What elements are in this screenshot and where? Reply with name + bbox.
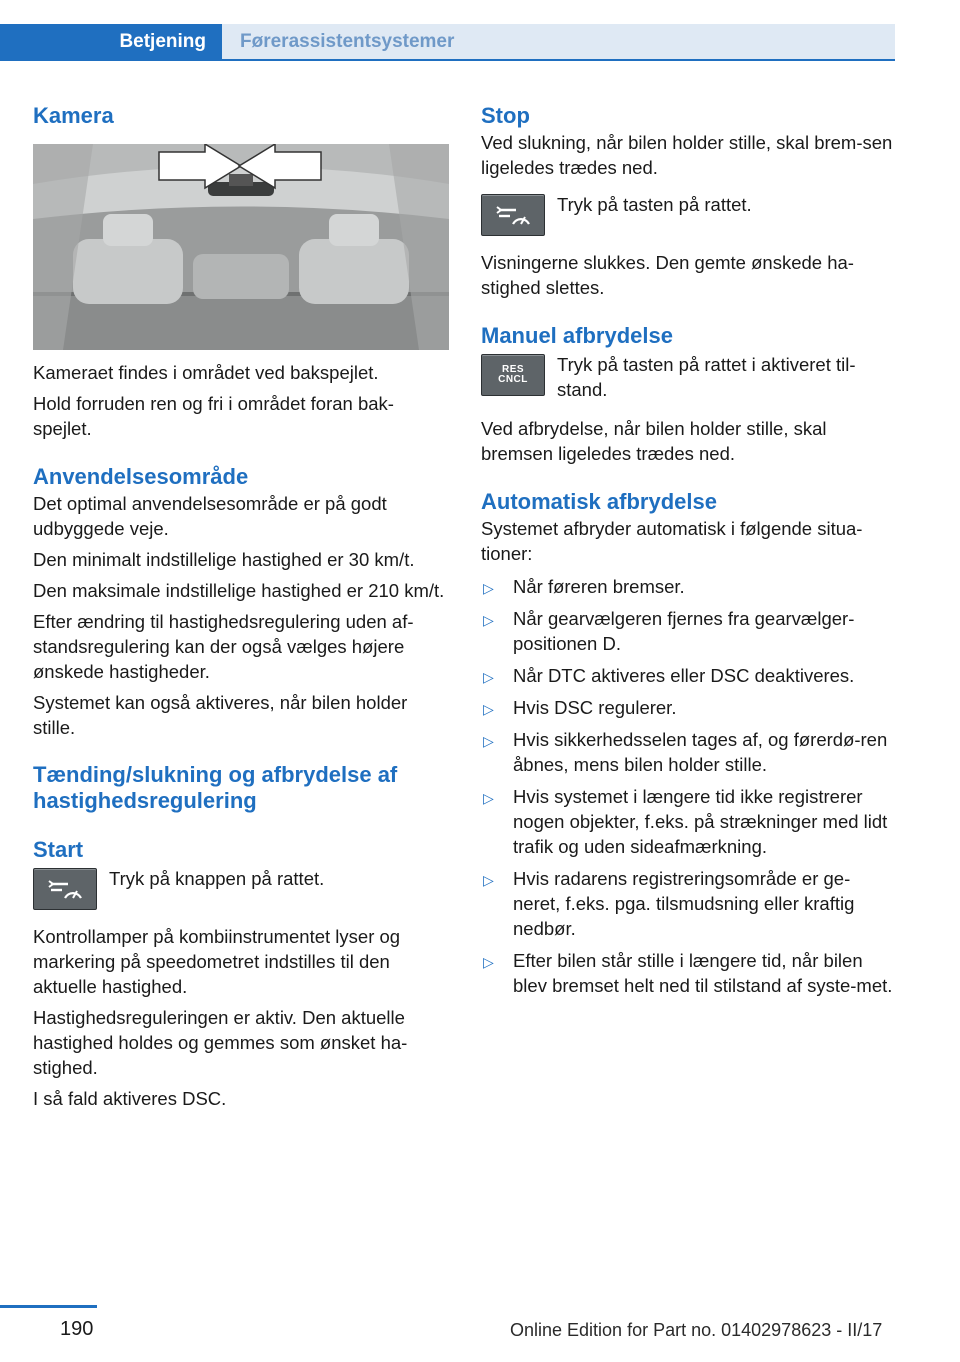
anv-paragraph-1: Det optimal anvendelsesområde er på godt udbyggede veje.	[33, 493, 387, 539]
list-item: ▷ Når DTC aktiveres eller DSC deaktiveres.	[481, 663, 893, 688]
triangle-bullet-icon: ▷	[483, 580, 494, 596]
triangle-bullet-icon: ▷	[483, 872, 494, 888]
footer-rule	[0, 1305, 97, 1308]
page-header	[0, 0, 895, 60]
stop-paragraph-1: Ved slukning, når bilen holder stille, skal brem‐sen ligeledes trædes ned.	[481, 132, 893, 178]
edition-footer: Online Edition for Part no. 01402978623 - II/17	[510, 1320, 883, 1340]
manuel-button-text: Tryk på tasten på rattet i aktiveret til‐stand.	[557, 354, 856, 400]
triangle-bullet-icon: ▷	[483, 790, 494, 806]
camera-location-photo	[33, 144, 449, 350]
heading-manuel-afbrydelse: Manuel afbrydelse	[481, 323, 673, 348]
list-item: ▷ Når gearvælgeren fjernes fra gearvælger‐positionen D.	[483, 608, 855, 654]
start-paragraph-1: Kontrollamper på kombiinstrumentet lyser og markering på speedometret indstilles til den aktuelle hastighed.	[33, 926, 401, 997]
start-instruction	[33, 866, 449, 910]
cruise-control-button-icon	[481, 194, 545, 236]
list-item: ▷ Hvis systemet i længere tid ikke registrerer nogen objekter, f.eks. på strækninger med lidt trafik og uden sideafmærkning.	[483, 786, 888, 857]
res-label: RES	[501, 364, 525, 375]
cncl-label: CNCL	[498, 374, 528, 385]
kamera-paragraph-1: Kameraet findes i området ved bakspejlet.	[33, 362, 379, 383]
cruise-control-button-icon	[33, 868, 97, 910]
stop-button-text: Tryk på tasten på rattet.	[557, 194, 752, 215]
chapter-tab-betjening: Betjening	[0, 24, 222, 60]
anv-paragraph-3: Den maksimale indstillelige hastighed er 210 km/t.	[33, 580, 445, 601]
anv-paragraph-5: Systemet kan også aktiveres, når bilen holder stille.	[33, 692, 408, 738]
start-button-text: Tryk på knappen på rattet.	[109, 868, 325, 889]
heading-automatisk-afbrydelse: Automatisk afbrydelse	[481, 489, 717, 514]
start-paragraph-3: I så fald aktiveres DSC.	[33, 1088, 227, 1109]
triangle-bullet-icon: ▷	[483, 733, 494, 749]
list-item: ▷ Hvis radarens registreringsområde er ge‐neret, f.eks. pga. tilsmudsning eller kraftig nedbør.	[483, 868, 855, 939]
list-item: ▷ Hvis DSC regulerer.	[481, 695, 893, 720]
anv-paragraph-4: Efter ændring til hastighedsregulering uden af‐standsregulering kan der også vælges højere ønskede hastigheder.	[33, 611, 414, 682]
list-item: ▷ Når føreren bremser.	[481, 574, 893, 599]
list-item: ▷ Efter bilen står stille i længere tid, når bilen blev bremset helt ned til stilstand af syste‐met.	[483, 950, 893, 996]
list-item: ▷ Hvis sikkerhedsselen tages af, og førerdø‐ren åbnes, mens bilen holder stille.	[483, 729, 888, 775]
triangle-bullet-icon: ▷	[483, 669, 494, 685]
heading-stop: Stop	[481, 103, 530, 128]
section-tab-forerassistentsystemer: Førerassistentsystemer	[222, 24, 895, 60]
manuel-paragraph-1: Ved afbrydelse, når bilen holder stille, skal bremsen ligeledes trædes ned.	[481, 418, 827, 464]
left-column	[33, 100, 449, 1111]
heading-anvendelsesomrade: Anvendelsesområde	[33, 464, 249, 489]
heading-taending-slukning: Tænding/slukning og afbrydelse af hastighedsregulering	[33, 762, 398, 813]
manuel-instruction	[481, 352, 893, 402]
auto-bullet-list	[481, 574, 893, 998]
page-number: 190	[60, 1318, 94, 1340]
kamera-paragraph-2: Hold forruden ren og fri i området foran bak‐spejlet.	[33, 393, 394, 439]
auto-paragraph-1: Systemet afbryder automatisk i følgende situa‐tioner:	[481, 518, 863, 564]
heading-start: Start	[33, 837, 84, 862]
anv-paragraph-2: Den minimalt indstillelige hastighed er 30 km/t.	[33, 549, 415, 570]
stop-instruction	[481, 192, 893, 236]
right-column	[481, 100, 893, 998]
start-paragraph-2: Hastighedsreguleringen er aktiv. Den aktuelle hastighed holdes og gemmes som ønsket ha‐stighed.	[33, 1007, 408, 1078]
heading-kamera: Kamera	[33, 103, 114, 128]
stop-paragraph-2: Visningerne slukkes. Den gemte ønskede ha‐stighed slettes.	[481, 252, 854, 298]
res-cncl-button-icon	[481, 354, 545, 396]
triangle-bullet-icon: ▷	[483, 701, 494, 717]
header-rule	[0, 59, 895, 61]
triangle-bullet-icon: ▷	[483, 612, 494, 628]
triangle-bullet-icon: ▷	[483, 954, 494, 970]
